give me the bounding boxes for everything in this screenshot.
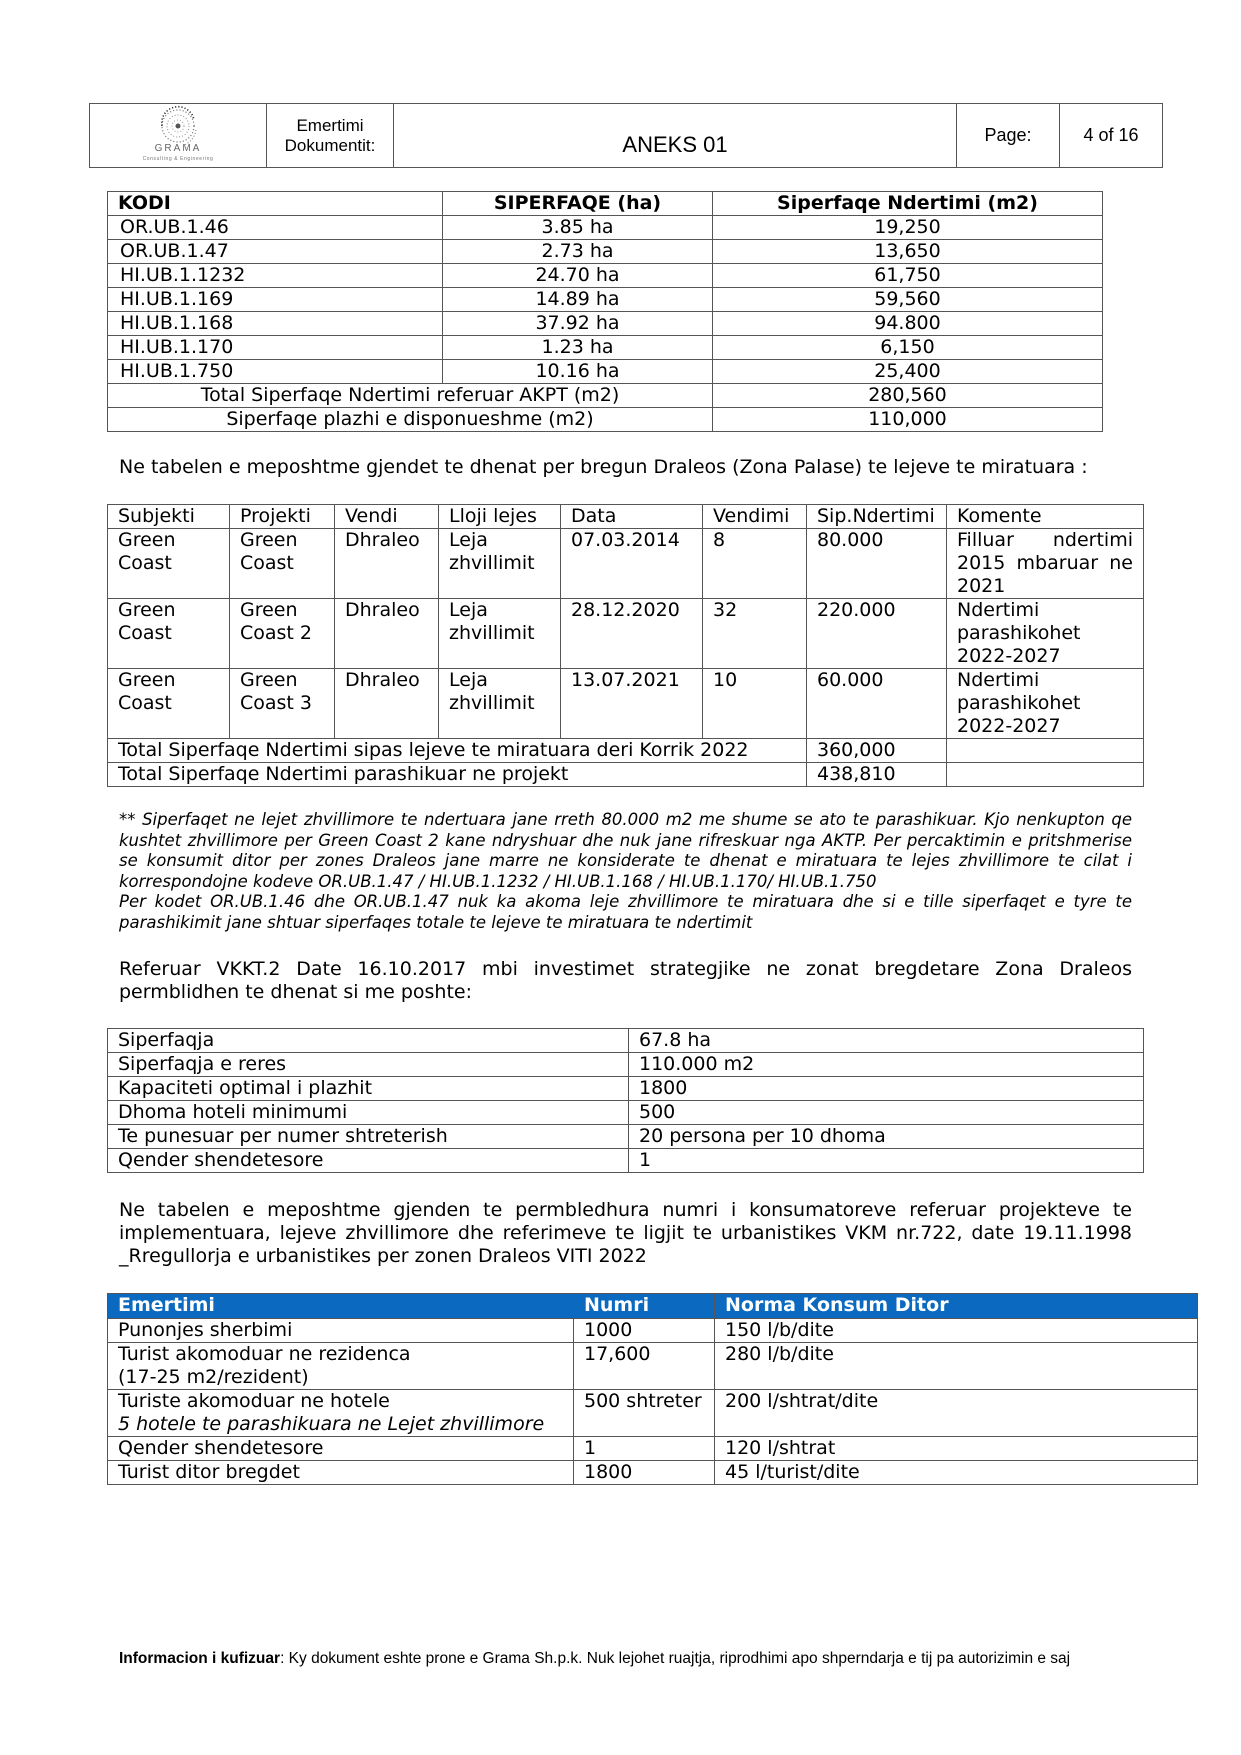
build-area-cell: 60.000 [807,669,947,739]
doc-name-label-line1: Emertimi [296,115,364,135]
column-header: KODI [108,192,443,216]
column-header: Vendimi [703,505,807,529]
project-cell: Green Coast 2 [230,599,335,669]
count-cell: 1 [574,1437,715,1461]
consumer-name-cell [108,1343,574,1390]
column-header: Sip.Ndertimi [807,505,947,529]
date-cell: 13.07.2021 [561,669,703,739]
norm-cell: 200 l/shtrat/dite [715,1390,1198,1437]
consumer-name: Turist akomoduar ne rezidenca [118,1343,411,1365]
parameter-cell: Siperfaqja e reres [108,1053,629,1077]
code-cell: HI.UB.1.168 [108,312,443,336]
table-row [108,1319,1198,1343]
beach-label: Siperfaqe plazhi e disponueshme (m2) [108,408,713,432]
consumer-name: Turist ditor bregdet [118,1461,300,1483]
norm-cell: 45 l/turist/dite [715,1461,1198,1485]
code-cell: OR.UB.1.47 [108,240,443,264]
value-cell: 1 [629,1149,1144,1173]
total-row [108,384,1103,408]
column-header: Numri [574,1294,715,1319]
area-cell: 3.85 ha [443,216,713,240]
code-cell: OR.UB.1.46 [108,216,443,240]
value-cell: 500 [629,1101,1144,1125]
column-header: Lloji lejes [439,505,561,529]
total-value: 280,560 [713,384,1103,408]
column-header: Siperfaqe Ndertimi (m2) [713,192,1103,216]
table-row [108,312,1103,336]
area-cell: 14.89 ha [443,288,713,312]
parameter-cell: Qender shendetesore [108,1149,629,1173]
table-row [108,1101,1144,1125]
codes-table [107,191,1103,432]
table-row [108,216,1103,240]
area-cell: 2.73 ha [443,240,713,264]
doc-title: ANEKS 01 [394,104,957,168]
area-cell: 37.92 ha [443,312,713,336]
value-cell: 1800 [629,1077,1144,1101]
table-row [108,1125,1144,1149]
build-area-cell: 94.800 [713,312,1103,336]
permits-table [107,504,1144,787]
footer-disclaimer [119,1648,1132,1669]
consumer-name-cell [108,1319,574,1343]
count-cell: 1800 [574,1461,715,1485]
vkkt-table [107,1028,1144,1173]
permit-type-cell: Leja zhvillimit [439,669,561,739]
total-approved-row [108,739,1144,763]
code-cell: HI.UB.1.170 [108,336,443,360]
table-row [108,599,1144,669]
column-header: Komente [947,505,1144,529]
column-header: Data [561,505,703,529]
table-row [108,336,1103,360]
consumer-name-cell [108,1390,574,1437]
norm-cell: 120 l/shtrat [715,1437,1198,1461]
parameter-cell: Te punesuar per numer shtreterish [108,1125,629,1149]
area-cell: 10.16 ha [443,360,713,384]
value-cell: 110.000 m2 [629,1053,1144,1077]
table-header-row [108,1294,1198,1319]
build-area-cell: 80.000 [807,529,947,599]
total-approved-label: Total Siperfaqe Ndertimi sipas lejeve te miratuara deri Korrik 2022 [108,739,807,763]
intro-permits: Ne tabelen e meposhtme gjendet te dhenat per bregun Draleos (Zona Palase) te lejeve te miratuara : [119,456,1088,478]
total-planned-label: Total Siperfaqe Ndertimi parashikuar ne projekt [108,763,807,787]
table-row [108,1077,1144,1101]
code-cell: HI.UB.1.1232 [108,264,443,288]
subject-cell: Green Coast [108,599,230,669]
total-label: Total Siperfaqe Ndertimi referuar AKPT (m2) [108,384,713,408]
table-row [108,669,1144,739]
table-row [108,1461,1198,1485]
table-row [108,288,1103,312]
column-header: Vendi [335,505,439,529]
column-header: Projekti [230,505,335,529]
decision-cell: 10 [703,669,807,739]
place-cell: Dhraleo [335,599,439,669]
footer-label: Informacion i kufizuar [119,1650,281,1667]
consumers-table [107,1293,1198,1485]
comment-cell: Ndertimi parashikohet 2022-2027 [947,599,1144,669]
empty-cell [947,739,1144,763]
column-header: SIPERFAQE (ha) [443,192,713,216]
empty-cell [947,763,1144,787]
doc-name-label-line2: Dokumentit: [284,135,376,155]
note-block [119,810,1132,933]
comment-cell: Filluar ndertimi 2015 mbaruar ne 2021 [947,529,1144,599]
build-area-cell: 220.000 [807,599,947,669]
count-cell: 500 shtreter [574,1390,715,1437]
note-paragraph-1: ** Siperfaqet ne lejet zhvillimore te ndertuara jane rreth 80.000 m2 me shume se ato te parashikuar. Kjo nenkupton qe kushtet zhvillimore per Green Coast 2 kane ndryshuar dhe nuk jane rifreskuar nga AKTP. Per percaktimin e pritshmerise se konsumit ditor per zones Draleos jane marre ne konsiderate te dhenat e miratuara te lejes zhvillimore te cilat i korrespondojne kodeve OR.UB.1.47 / HI.UB.1.1232 / HI.UB.1.168 / HI.UB.1.170/ HI.UB.1.750 [119,810,1132,891]
decision-cell: 32 [703,599,807,669]
build-area-cell: 61,750 [713,264,1103,288]
table-header-row [108,505,1144,529]
consumer-name-cell [108,1437,574,1461]
parameter-cell: Siperfaqja [108,1029,629,1053]
footer-text: : Ky dokument eshte prone e Grama Sh.p.k. Nuk lejohet ruajtja, riprodhimi apo shperndarja e tij pa autorizimin e saj [280,1650,1071,1667]
page-number: 4 of 16 [1060,104,1163,168]
place-cell: Dhraleo [335,669,439,739]
note-paragraph-2: Per kodet OR.UB.1.46 dhe OR.UB.1.47 nuk ka akoma leje zhvillimore te miratuara dhe si e tille siperfaqet e tyre te parashikimit jane shtuar siperfaqes totale te lejeve te miratuara te ndertimit [119,892,1132,932]
total-planned-value: 438,810 [807,763,947,787]
place-cell: Dhraleo [335,529,439,599]
table-row [108,240,1103,264]
subject-cell: Green Coast [108,529,230,599]
consumer-name: Turiste akomoduar ne hotele [118,1390,390,1412]
value-cell: 67.8 ha [629,1029,1144,1053]
code-cell: HI.UB.1.750 [108,360,443,384]
build-area-cell: 13,650 [713,240,1103,264]
total-planned-row [108,763,1144,787]
table-row [108,529,1144,599]
page-label: Page: [957,104,1060,168]
beach-row [108,408,1103,432]
code-cell: HI.UB.1.169 [108,288,443,312]
value-cell: 20 persona per 10 dhoma [629,1125,1144,1149]
area-cell: 1.23 ha [443,336,713,360]
consumer-name-cell [108,1461,574,1485]
logo-cell [90,104,267,168]
build-area-cell: 25,400 [713,360,1103,384]
total-approved-value: 360,000 [807,739,947,763]
subject-cell: Green Coast [108,669,230,739]
project-cell: Green Coast [230,529,335,599]
intro-vkkt: Referuar VKKT.2 Date 16.10.2017 mbi investimet strategjike ne zonat bregdetare Zona Draleos permblidhen te dhenat si me poshte: [119,958,1132,1003]
table-row [108,264,1103,288]
date-cell: 07.03.2014 [561,529,703,599]
table-row [108,1053,1144,1077]
table-row [108,1149,1144,1173]
count-cell: 1000 [574,1319,715,1343]
svg-text:Consulting & Engineering: Consulting & Engineering [142,156,214,162]
grama-logo-icon [118,104,238,162]
intro-consumers: Ne tabelen e meposhtme gjenden te permbledhura numri i konsumatoreve referuar projekteve te implementuara, lejeve zhvillimore dhe referimeve te ligjit te urbanistikes VKM nr.722, date 19.11.1998 _Rregullorja e urbanistikes per zonen Draleos VITI 2022 [119,1199,1132,1267]
date-cell: 28.12.2020 [561,599,703,669]
consumer-name-sub: (17-25 m2/rezident) [118,1366,309,1388]
consumer-name: Qender shendetesore [118,1437,324,1459]
project-cell: Green Coast 3 [230,669,335,739]
table-row [108,1390,1198,1437]
count-cell: 17,600 [574,1343,715,1390]
parameter-cell: Dhoma hoteli minimumi [108,1101,629,1125]
table-row [108,1343,1198,1390]
doc-name-label [267,104,394,168]
table-header-row [108,192,1103,216]
build-area-cell: 59,560 [713,288,1103,312]
column-header: Norma Konsum Ditor [715,1294,1198,1319]
norm-cell: 150 l/b/dite [715,1319,1198,1343]
table-row [108,1437,1198,1461]
consumer-name-sub: 5 hotele te parashikuara ne Lejet zhvillimore [118,1413,545,1435]
build-area-cell: 19,250 [713,216,1103,240]
column-header: Emertimi [108,1294,574,1319]
consumer-name: Punonjes sherbimi [118,1319,293,1341]
svg-text:GRAMA: GRAMA [154,143,202,154]
document-header [89,103,1163,168]
parameter-cell: Kapaciteti optimal i plazhit [108,1077,629,1101]
table-row [108,360,1103,384]
build-area-cell: 6,150 [713,336,1103,360]
decision-cell: 8 [703,529,807,599]
permit-type-cell: Leja zhvillimit [439,529,561,599]
norm-cell: 280 l/b/dite [715,1343,1198,1390]
beach-value: 110,000 [713,408,1103,432]
table-row [108,1029,1144,1053]
comment-cell: Ndertimi parashikohet 2022-2027 [947,669,1144,739]
permit-type-cell: Leja zhvillimit [439,599,561,669]
column-header: Subjekti [108,505,230,529]
area-cell: 24.70 ha [443,264,713,288]
